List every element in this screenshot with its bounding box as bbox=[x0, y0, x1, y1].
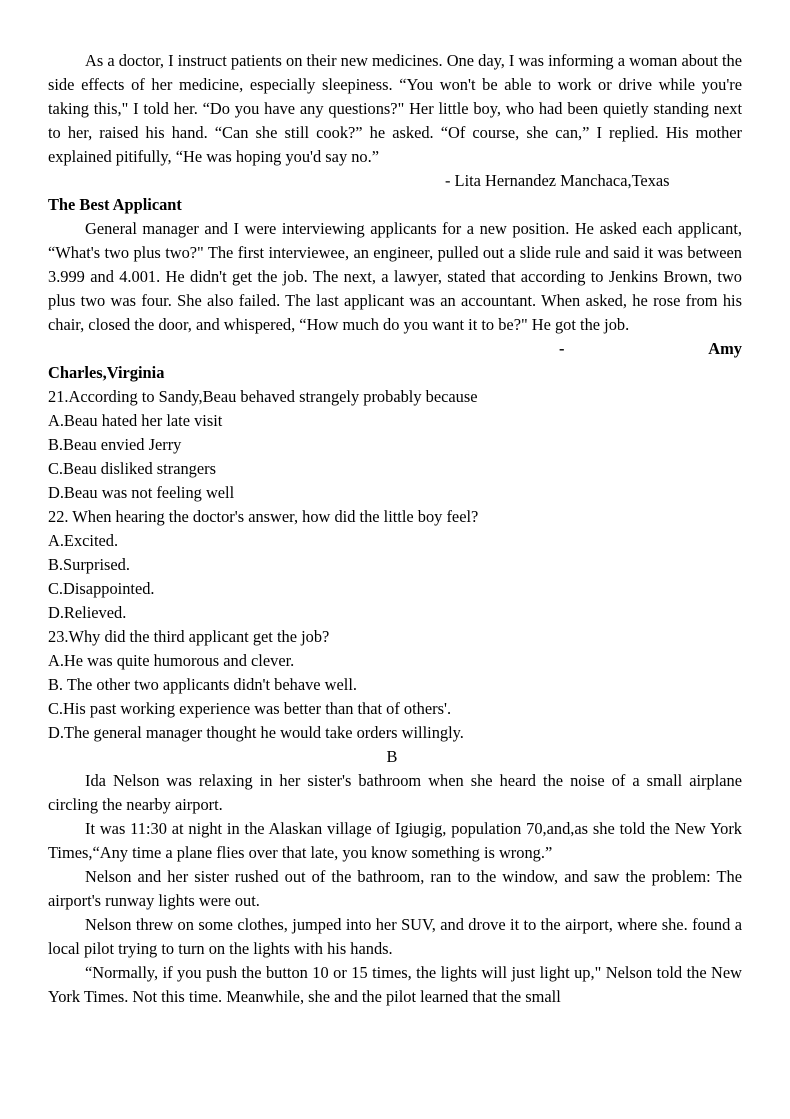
question-option: C.His past working experience was better than that of others'. bbox=[48, 699, 452, 718]
question-option: B. The other two applicants didn't behave well. bbox=[48, 675, 357, 694]
story-applicant-paragraph: General manager and I were interviewing applicants for a new position. He asked each applicant, “What's two plus two?" The first interviewee, an engineer, pulled out a slide rule and said it was between 3.999 and 4.001. He didn't get the job. The next, a lawyer, stated that according to Jenkins Brown, two plus two was four. She also failed. The last applicant was an accountant. When asked, he rose from his chair, closed the door, and whispered, “How much do you want it to be?" He got the job. bbox=[48, 219, 742, 334]
section-b-paragraph: Nelson and her sister rushed out of the bathroom, ran to the window, and saw the problem: The airport's runway lights were out. bbox=[48, 867, 742, 910]
section-b-paragraph: “Normally, if you push the button 10 or 15 times, the lights will just light up," Nelson told the New York Times. Not this time. Meanwhile, she and the pilot learned that the small bbox=[48, 963, 742, 1006]
story-applicant-title: The Best Applicant bbox=[48, 195, 182, 214]
question-22 bbox=[48, 505, 742, 625]
story-doctor-signature: - Lita Hernandez Manchaca,Texas bbox=[445, 171, 670, 190]
question-option: A.Excited. bbox=[48, 531, 119, 550]
question-stem: 22. When hearing the doctor's answer, how did the little boy feel? bbox=[48, 507, 479, 526]
question-stem: 23.Why did the third applicant get the job? bbox=[48, 627, 330, 646]
question-option: D.Relieved. bbox=[48, 603, 127, 622]
question-23 bbox=[48, 625, 742, 745]
story-applicant-signature-line2: Charles,Virginia bbox=[48, 363, 165, 382]
question-option: B.Beau envied Jerry bbox=[48, 435, 182, 454]
question-stem: 21.According to Sandy,Beau behaved strangely probably because bbox=[48, 387, 478, 406]
story-doctor-paragraph: As a doctor, I instruct patients on their new medicines. One day, I was informing a woman about the side effects of her medicine, especially sleepiness. “You won't be able to work or drive while you're taking this," I told her. “Do you have any questions?" Her little boy, who had been quietly standing next to her, raised his hand. “Can she still cook?” he asked. “Of course, she can,” I replied. His mother explained pitifully, “He was hoping you'd say no.” bbox=[48, 51, 742, 166]
question-option: A.Beau hated her late visit bbox=[48, 411, 223, 430]
question-option: D.Beau was not feeling well bbox=[48, 483, 235, 502]
question-21 bbox=[48, 385, 742, 505]
section-b-label: B bbox=[386, 747, 398, 766]
question-option: B.Surprised. bbox=[48, 555, 130, 574]
section-b-paragraph: Ida Nelson was relaxing in her sister's bathroom when she heard the noise of a small airplane circling the nearby airport. bbox=[48, 771, 742, 814]
question-option: C.Beau disliked strangers bbox=[48, 459, 216, 478]
document-body bbox=[48, 49, 742, 1009]
section-b-paragraph: Nelson threw on some clothes, jumped into her SUV, and drove it to the airport, where she. found a local pilot trying to turn on the lights with his hands. bbox=[48, 915, 742, 958]
story-applicant-signature-line1: - Amy bbox=[559, 339, 742, 358]
section-b-paragraph: It was 11:30 at night in the Alaskan village of Igiugig, population 70,and,as she told the New York Times,“Any time a plane flies over that late, you know something is wrong.” bbox=[48, 819, 742, 862]
question-option: A.He was quite humorous and clever. bbox=[48, 651, 295, 670]
question-option: C.Disappointed. bbox=[48, 579, 155, 598]
question-option: D.The general manager thought he would take orders willingly. bbox=[48, 723, 464, 742]
